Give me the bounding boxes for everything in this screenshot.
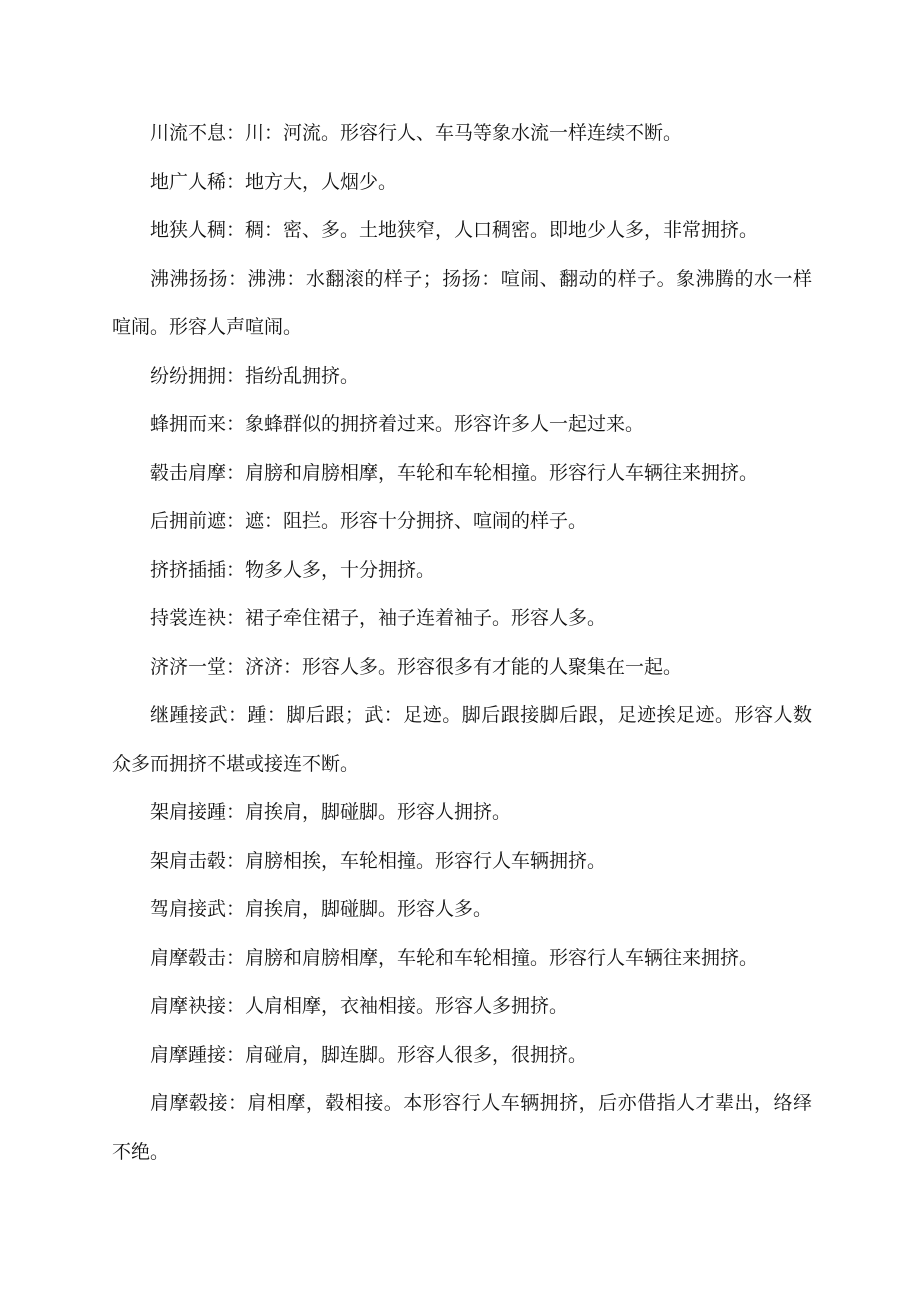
separator: ：: [226, 946, 246, 969]
idiom-definition: 肩膀和肩膀相摩，车轮和车轮相撞。形容行人车辆往来拥挤。: [245, 461, 759, 484]
idiom-term: 架肩击毂: [150, 849, 227, 872]
idiom-list: [112, 109, 812, 1176]
idiom-definition: 川：河流。形容行人、车马等象水流一样连续不断。: [245, 122, 683, 144]
idiom-entry: [112, 788, 812, 837]
separator: ：: [226, 849, 246, 872]
idiom-term: 济济一堂: [150, 655, 227, 678]
separator: ：: [226, 219, 246, 241]
idiom-term: 沸沸扬扬: [150, 267, 228, 290]
idiom-entry: [112, 449, 812, 498]
idiom-entry: [112, 1079, 812, 1176]
idiom-definition: 肩挨肩，脚碰脚。形容人拥挤。: [245, 801, 512, 823]
idiom-definition: 济济：形容人多。形容很多有才能的人聚集在一起。: [245, 655, 683, 678]
idiom-definition: 肩膀和肩膀相摩，车轮和车轮相撞。形容行人车辆往来拥挤。: [245, 946, 759, 969]
separator: ：: [227, 1092, 248, 1114]
separator: ：: [226, 122, 246, 144]
separator: ：: [227, 267, 248, 290]
idiom-definition: 象蜂群似的拥挤着过来。形容许多人一起过来。: [245, 413, 645, 435]
separator: ：: [226, 801, 246, 823]
separator: ：: [226, 607, 246, 629]
idiom-term: 地广人稀: [150, 170, 227, 193]
idiom-term: 肩摩毂击: [150, 946, 227, 969]
idiom-term: 蜂拥而来: [150, 413, 227, 435]
idiom-term: 纷纷拥拥: [150, 364, 227, 387]
idiom-definition: 肩碰肩，脚连脚。形容人很多，很拥挤。: [245, 1043, 588, 1066]
idiom-term: 后拥前遮: [150, 510, 227, 532]
idiom-term: 毂击肩摩: [150, 461, 227, 484]
idiom-entry: [112, 837, 812, 886]
idiom-term: 持裳连袂: [150, 607, 227, 629]
idiom-definition: 肩膀相挨，车轮相撞。形容行人车辆拥挤。: [245, 849, 607, 872]
idiom-term: 肩摩袂接: [150, 995, 227, 1017]
separator: ：: [226, 655, 246, 678]
idiom-entry: [112, 158, 812, 207]
idiom-entry: [112, 691, 812, 788]
separator: ：: [226, 461, 246, 484]
separator: ：: [226, 558, 246, 581]
idiom-entry: [112, 546, 812, 595]
idiom-definition: 裙子牵住裙子，袖子连着袖子。形容人多。: [245, 607, 607, 629]
idiom-term: 肩摩踵接: [150, 1043, 227, 1066]
idiom-entry: [112, 400, 812, 449]
idiom-definition: 沸沸：水翻滚的样子；扬扬：喧闹、翻动的样子。象沸腾的水一样喧闹。形容人声喧闹。: [112, 267, 812, 338]
separator: ：: [226, 510, 246, 532]
idiom-term: 肩摩毂接: [150, 1092, 228, 1114]
idiom-definition: 肩相摩，毂相接。本形容行人车辆拥挤，后亦借指人才辈出，络绎不绝。: [112, 1092, 812, 1163]
idiom-definition: 指纷乱拥挤。: [245, 364, 360, 387]
separator: ：: [226, 170, 246, 193]
idiom-term: 驾肩接武: [150, 898, 227, 920]
idiom-definition: 肩挨肩，脚碰脚。形容人多。: [245, 898, 493, 920]
idiom-definition: 物多人多，十分拥挤。: [245, 558, 436, 581]
idiom-definition: 稠：密、多。土地狭窄，人口稠密。即地少人多，非常拥挤。: [245, 219, 759, 241]
idiom-entry: [112, 255, 812, 352]
separator: ：: [226, 413, 246, 435]
idiom-definition: 踵：脚后跟；武：足迹。脚后跟接脚后跟，足迹挨足迹。形容人数众多而拥挤不堪或接连不断。: [112, 704, 812, 775]
separator: ：: [227, 704, 248, 726]
idiom-definition: 人肩相摩，衣袖相接。形容人多拥挤。: [245, 995, 569, 1017]
idiom-term: 地狭人稠: [150, 219, 227, 241]
separator: ：: [226, 364, 246, 387]
idiom-entry: [112, 934, 812, 983]
idiom-entry: [112, 885, 812, 934]
idiom-entry: [112, 982, 812, 1031]
idiom-definition: 遮：阻拦。形容十分拥挤、喧闹的样子。: [245, 510, 588, 532]
idiom-entry: [112, 352, 812, 401]
idiom-entry: [112, 643, 812, 692]
idiom-entry: [112, 109, 812, 158]
idiom-term: 继踵接武: [150, 704, 228, 726]
idiom-term: 架肩接踵: [150, 801, 227, 823]
idiom-definition: 地方大，人烟少。: [245, 170, 398, 193]
idiom-entry: [112, 594, 812, 643]
separator: ：: [226, 898, 246, 920]
idiom-entry: [112, 1031, 812, 1080]
idiom-entry: [112, 206, 812, 255]
separator: ：: [226, 1043, 246, 1066]
separator: ：: [226, 995, 246, 1017]
idiom-term: 川流不息: [150, 122, 227, 144]
idiom-term: 挤挤插插: [150, 558, 227, 581]
idiom-entry: [112, 497, 812, 546]
